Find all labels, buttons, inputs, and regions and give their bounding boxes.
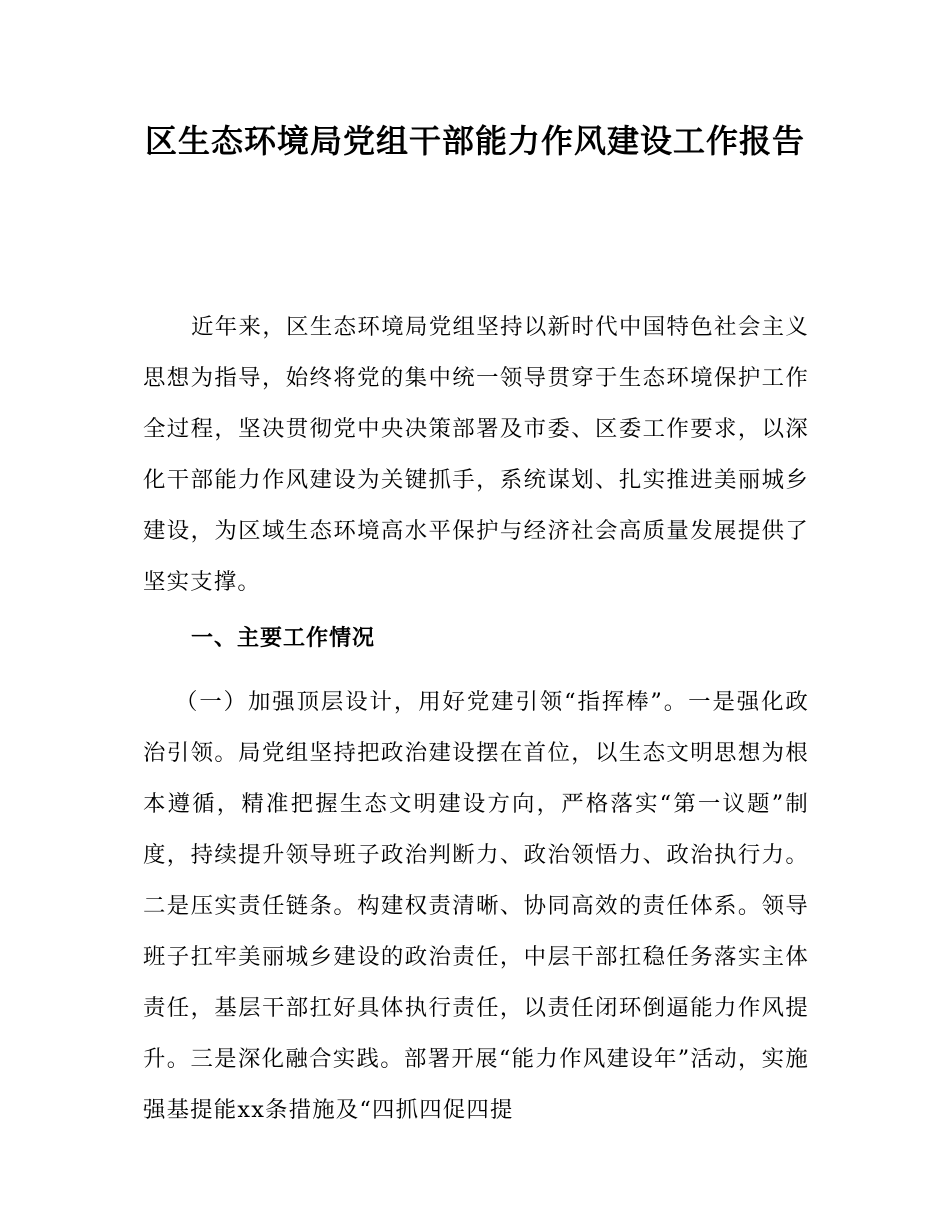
subsection-paragraph-top-level-design: （一）加强顶层设计，用好党建引领“指挥棒”。一是强化政治引领。局党组坚持把政治建设摆在首位，以生态文明思想为根本遵循，精准把握生态文明建设方向，严格落实“第一议题”制度，持续提升领导班子政治判断力、政治领悟力、政治执行力。二是压实责任链条。构建权责清晰、协同高效的责任体系。领导班子扛牢美丽城乡建设的政治责任，中层干部扛稳任务落实主体责任，基层干部扛好具体执行责任，以责任闭环倒逼能力作风提升。三是深化融合实践。部署开展“能力作风建设年”活动，实施强基提能xx条措施及“四抓四促四提	[143, 689, 809, 1123]
document-title: 区生态环境局党组干部能力作风建设工作报告	[144, 122, 805, 160]
section-heading-main-work: 一、主要工作情况	[191, 626, 376, 651]
intro-paragraph: 近年来，区生态环境局党组坚持以新时代中国特色社会主义思想为指导，始终将党的集中统一领导贯穿于生态环境保护工作全过程，坚决贯彻党中央决策部署及市委、区委工作要求，以深化干部能力作风建设为关键抓手，系统谋划、扎实推进美丽城乡建设，为区域生态环境高水平保护与经济社会高质量发展提供了坚实支撑。	[143, 314, 809, 595]
